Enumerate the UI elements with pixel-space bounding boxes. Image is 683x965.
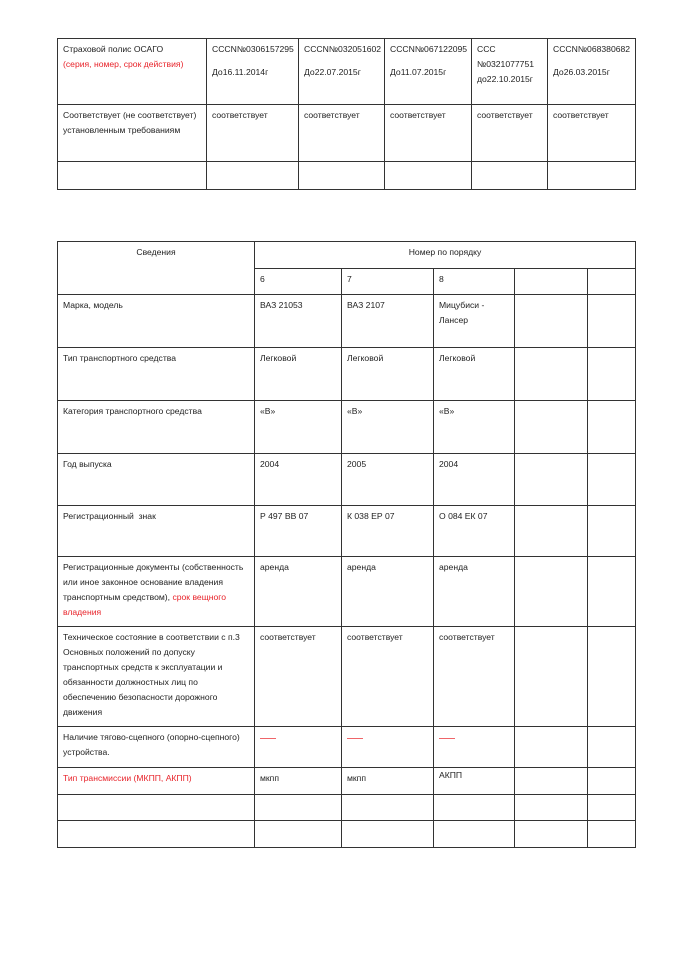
policy-row	[58, 39, 636, 105]
cell-value	[515, 506, 588, 557]
row-technical-condition	[58, 627, 636, 727]
cell-value	[588, 557, 636, 627]
cell-value: 2005	[342, 454, 434, 506]
row-vehicle-type	[58, 348, 636, 401]
cell-value: соответствует	[434, 627, 515, 727]
policy-expiry: До26.03.2015г	[553, 67, 610, 77]
empty-cell	[548, 162, 636, 190]
order-number	[515, 269, 588, 295]
row-registration-documents	[58, 557, 636, 627]
empty-cell	[385, 162, 472, 190]
policy-expiry: до22.10.2015г	[477, 74, 533, 84]
cell-value	[515, 348, 588, 401]
cell-value: соответствует	[255, 627, 342, 727]
row-label-cell	[58, 557, 255, 627]
row-label: Год выпуска	[58, 454, 255, 506]
cell-value	[515, 768, 588, 795]
cell-value: Легковой	[255, 348, 342, 401]
empty-cell	[588, 821, 636, 848]
policy-expiry: До11.07.2015г	[390, 67, 447, 77]
cell-value: мкпп	[255, 768, 342, 795]
row-year	[58, 454, 636, 506]
policy-number: СССN№067122095	[390, 44, 468, 54]
cell-value: К 038 ЕР 07	[342, 506, 434, 557]
order-number: 6	[255, 269, 342, 295]
empty-cell	[515, 821, 588, 848]
policy-number: №0321077751	[477, 59, 535, 69]
cell-value	[588, 454, 636, 506]
empty-cell	[472, 162, 548, 190]
cell-value	[515, 727, 588, 768]
vehicle-info-table	[57, 241, 636, 848]
policy-number: СССN№032051602	[304, 44, 382, 54]
cell-value	[515, 295, 588, 348]
policy-number: СССN№068380682	[553, 44, 631, 54]
cell-value	[588, 627, 636, 727]
policy-label: Страховой полис ОСАГО	[63, 44, 164, 54]
row-label: Техническое состояние в соответствии с п.3 Основных положений по допуску транспортных средств к эксплуатации и обязанности должностных лиц по обеспечению безопасности дорожного движения	[58, 627, 255, 727]
compliance-value: соответствует	[299, 105, 385, 162]
cell-value: мкпп	[342, 768, 434, 795]
row-label: Тип трансмиссии (МКПП, АКПП)	[58, 768, 255, 795]
empty-cell	[342, 821, 434, 848]
compliance-value: соответствует	[548, 105, 636, 162]
cell-value: ВАЗ 21053	[255, 295, 342, 348]
cell-value: аренда	[255, 557, 342, 627]
cell-value	[255, 727, 342, 768]
insurance-policy-table	[57, 38, 636, 190]
empty-row	[58, 162, 636, 190]
cell-value	[588, 348, 636, 401]
cell-value	[588, 768, 636, 795]
row-make-model	[58, 295, 636, 348]
policy-number: СССN№0306157295	[212, 44, 294, 54]
policy-expiry: До16.11.2014г	[212, 67, 269, 77]
empty-cell	[588, 795, 636, 821]
empty-cell	[342, 795, 434, 821]
policy-cell	[385, 39, 472, 105]
cell-value	[588, 295, 636, 348]
empty-cell	[207, 162, 299, 190]
header-row	[58, 242, 636, 269]
empty-cell	[58, 821, 255, 848]
row-label: Наличие тягово-сцепного (опорно-сцепного) устройства.	[58, 727, 255, 768]
empty-cell	[58, 162, 207, 190]
cell-value: соответствует	[342, 627, 434, 727]
cell-value: 2004	[434, 454, 515, 506]
cell-value: «В»	[434, 401, 515, 454]
compliance-value: соответствует	[472, 105, 548, 162]
cell-value	[342, 727, 434, 768]
row-label: Категория транспортного средства	[58, 401, 255, 454]
compliance-label: Соответствует (не соответствует) установленным требованиям	[58, 105, 207, 162]
cell-value: Легковой	[342, 348, 434, 401]
cell-value	[588, 401, 636, 454]
cell-value: аренда	[342, 557, 434, 627]
cell-value: О 084 ЕК 07	[434, 506, 515, 557]
empty-row	[58, 821, 636, 848]
policy-label-note: (серия, номер, срок действия)	[63, 59, 184, 69]
order-number	[588, 269, 636, 295]
header-info: Сведения	[58, 242, 255, 295]
cell-value	[515, 557, 588, 627]
dash-mark	[260, 738, 276, 739]
cell-value: «В»	[342, 401, 434, 454]
cell-value	[588, 506, 636, 557]
row-towing-device	[58, 727, 636, 768]
compliance-row	[58, 105, 636, 162]
policy-cell	[207, 39, 299, 105]
cell-value	[588, 727, 636, 768]
policy-cell	[548, 39, 636, 105]
order-number: 7	[342, 269, 434, 295]
empty-cell	[58, 795, 255, 821]
cell-value: ВАЗ 2107	[342, 295, 434, 348]
dash-mark	[347, 738, 363, 739]
header-number: Номер по порядку	[255, 242, 636, 269]
row-label: Регистрационный знак	[58, 506, 255, 557]
cell-value: аренда	[434, 557, 515, 627]
cell-value	[434, 727, 515, 768]
cell-value: Легковой	[434, 348, 515, 401]
cell-value: Мицубиси - Лансер	[434, 295, 515, 348]
empty-cell	[434, 795, 515, 821]
policy-cell	[472, 39, 548, 105]
policy-number-prefix: ССС	[477, 44, 496, 54]
row-registration-plate	[58, 506, 636, 557]
cell-value	[515, 627, 588, 727]
cell-value: АКПП	[434, 768, 515, 795]
compliance-value: соответствует	[385, 105, 472, 162]
row-transmission	[58, 768, 636, 795]
order-number: 8	[434, 269, 515, 295]
empty-cell	[299, 162, 385, 190]
empty-cell	[434, 821, 515, 848]
policy-cell	[299, 39, 385, 105]
empty-cell	[255, 821, 342, 848]
empty-cell	[255, 795, 342, 821]
cell-value: «В»	[255, 401, 342, 454]
cell-value	[515, 454, 588, 506]
row-vehicle-category	[58, 401, 636, 454]
policy-expiry: До22.07.2015г	[304, 67, 361, 77]
cell-value: 2004	[255, 454, 342, 506]
cell-value: Р 497 ВВ 07	[255, 506, 342, 557]
row-label-note: срок вещного владения	[63, 592, 227, 617]
row-label: Регистрационные документы (собственность или иное законное основание владения транспортным средством),	[63, 562, 244, 602]
empty-cell	[515, 795, 588, 821]
policy-label-cell	[58, 39, 207, 105]
row-label: Марка, модель	[58, 295, 255, 348]
empty-row	[58, 795, 636, 821]
row-label: Тип транспортного средства	[58, 348, 255, 401]
compliance-value: соответствует	[207, 105, 299, 162]
dash-mark	[439, 738, 455, 739]
cell-value	[515, 401, 588, 454]
